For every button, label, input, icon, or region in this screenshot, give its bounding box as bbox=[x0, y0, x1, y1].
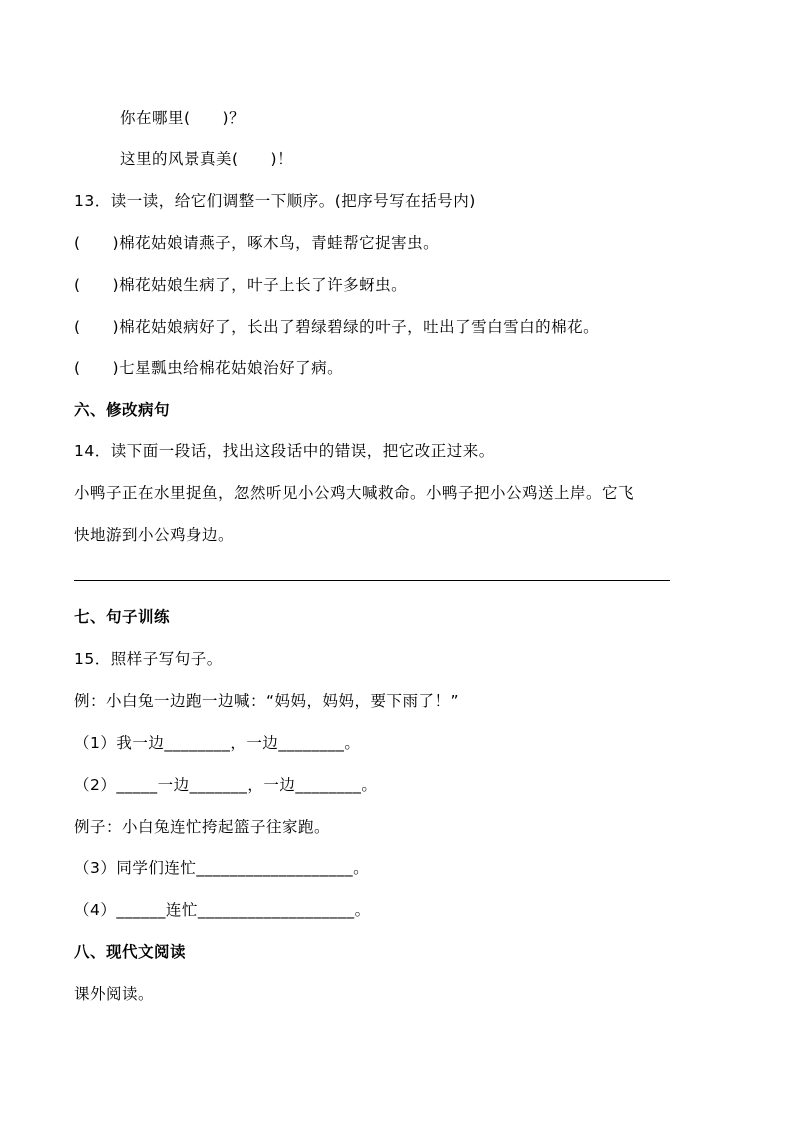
order-item-4: ( )七星瓢虫给棉花姑娘治好了病。 bbox=[74, 359, 344, 377]
section-8-heading: 八、现代文阅读 bbox=[74, 943, 187, 961]
passage-line-2: 快地游到小公鸡身边。 bbox=[74, 526, 235, 544]
example-2: 例子：小白兔连忙挎起篮子往家跑。 bbox=[74, 818, 331, 836]
answer-3: （3）同学们连忙___________________。 bbox=[74, 859, 370, 877]
answer-4: （4）______连忙___________________。 bbox=[74, 901, 371, 919]
fill-blank-line-2: 这里的风景真美( )！ bbox=[120, 150, 294, 168]
answer-line[interactable] bbox=[74, 580, 670, 581]
question-14: 14．读下面一段话，找出这段话中的错误，把它改正过来。 bbox=[74, 442, 495, 460]
order-item-3: ( )棉花姑娘病好了，长出了碧绿碧绿的叶子，吐出了雪白雪白的棉花。 bbox=[74, 318, 600, 336]
section-6-heading: 六、修改病句 bbox=[74, 401, 171, 419]
question-13: 13．读一读，给它们调整一下顺序。(把序号写在括号内) bbox=[74, 192, 476, 210]
question-15: 15．照样子写句子。 bbox=[74, 650, 223, 668]
order-item-2: ( )棉花姑娘生病了，叶子上长了许多蚜虫。 bbox=[74, 276, 408, 294]
answer-2: （2）_____一边_______，一边________。 bbox=[74, 776, 378, 794]
passage-line-1: 小鸭子正在水里捉鱼，忽然听见小公鸡大喊救命。小鸭子把小公鸡送上岸。它飞 bbox=[74, 484, 635, 502]
order-item-1: ( )棉花姑娘请燕子，啄木鸟，青蛙帮它捉害虫。 bbox=[74, 234, 440, 252]
extra-reading: 课外阅读。 bbox=[74, 985, 155, 1003]
fill-blank-line-1: 你在哪里( )？ bbox=[120, 109, 246, 127]
answer-1: （1）我一边________，一边________。 bbox=[74, 734, 361, 752]
example-1: 例：小白兔一边跑一边喊：“妈妈，妈妈，要下雨了！” bbox=[74, 692, 460, 710]
section-7-heading: 七、句子训练 bbox=[74, 608, 171, 626]
